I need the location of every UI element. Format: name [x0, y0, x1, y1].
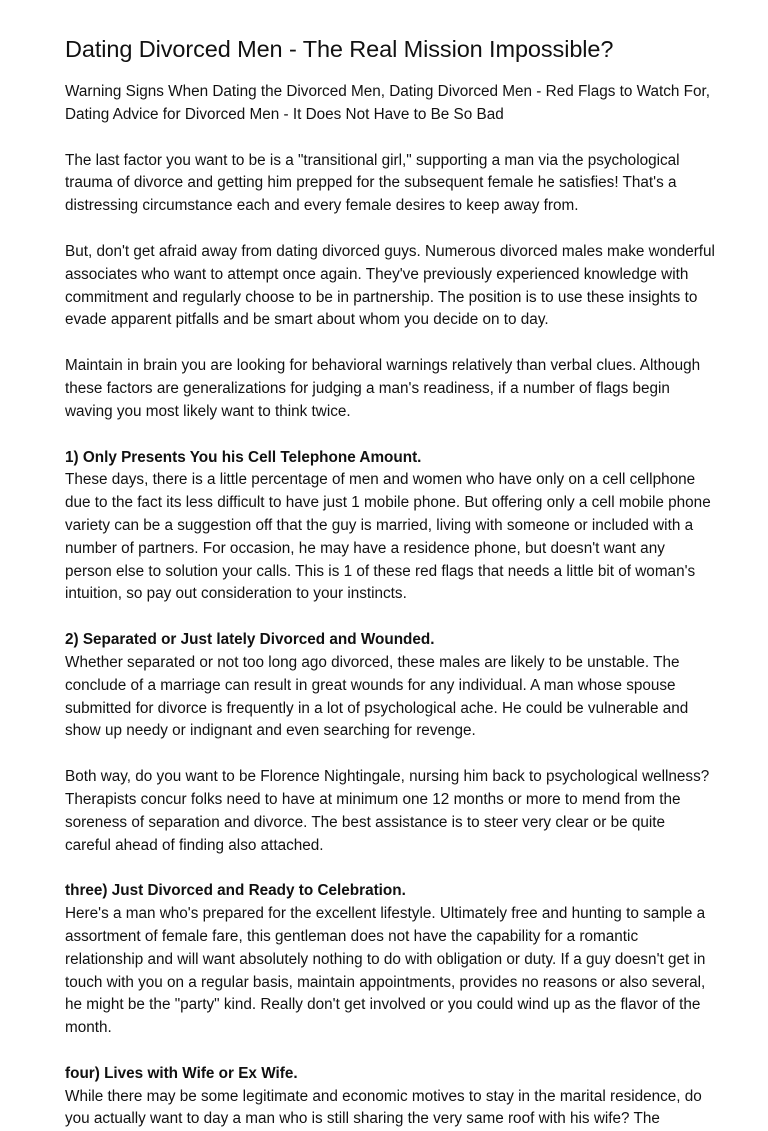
section-paragraph: While there may be some legitimate and economic motives to stay in the marital residence, do you actually want to day a man who is still sharing the very same roof with his wife? The: [65, 1087, 702, 1128]
section-heading: four) Lives with Wife or Ex Wife.: [65, 1064, 298, 1082]
section-paragraph: Both way, do you want to be Florence Nightingale, nursing him back to psychological wellness? Therapists concur folks need to have at minimum one 12 months or more to mend from the soreness of separation and divorce. The best assistance is to steer very clear or be quite careful ahead of finding also attached.: [65, 768, 710, 854]
section-heading: 1) Only Presents You his Cell Telephone Amount.: [65, 448, 422, 466]
section-paragraph: Here's a man who's prepared for the excellent lifestyle. Ultimately free and hunting to sample a assortment of female fare, this gentleman does not have the capability for a romantic relationship and will want absolutely nothing to do with obligation or duty. If a guy doesn't get in touch with you on a regular basis, maintain appointments, provides no reasons or also several, he might be the "party" kind. Really don't get involved or you could wind up as the flavor of the month.: [65, 905, 706, 1037]
section-paragraph: These days, there is a little percentage of men and women who have only on a cell cellphone due to the fact its less difficult to have just 1 mobile phone. But offering only a cell mobile phone variety can be a suggestion off that the guy is married, living with someone or included with a number of partners. For occasion, he may have a residence phone, but doesn't want any person else to solution your calls. This is 1 of these red flags that needs a little bit of woman's intuition, so pay out consideration to your instincts.: [65, 471, 711, 603]
document-subtitle: Warning Signs When Dating the Divorced Men, Dating Divorced Men - Red Flags to Watch For, Dating Advice for Divorced Men - It Does Not Have to Be So Bad: [65, 83, 711, 123]
section-4: [65, 1063, 715, 1131]
section-paragraph: Whether separated or not too long ago divorced, these males are likely to be unstable. The conclude of a marriage can result in great wounds for any individual. A man whose spouse submitted for divorce is frequently in a lot of psychological ache. He could be vulnerable and show up needy or indignant and even searching for revenge.: [65, 653, 689, 740]
section-heading: 2) Separated or Just lately Divorced and Wounded.: [65, 631, 435, 649]
intro-paragraph-3: Maintain in brain you are looking for behavioral warnings relatively than verbal clues. Although these factors are generalizations for judging a man's readiness, if a number of flags begin waving you most likely want to think twice.: [65, 357, 701, 420]
section-3: [65, 880, 715, 1040]
intro-paragraph-2: But, don't get afraid away from dating divorced guys. Numerous divorced males make wonderful associates who want to attempt once again. They've previously experienced knowledge with commitment and regularly choose to be in partnership. The position is to use these insights to evade apparent pitfalls and be smart about whom you decide on to day.: [65, 242, 715, 329]
section-2: [65, 629, 715, 857]
document-page: [65, 34, 715, 1131]
intro-paragraph-1: The last factor you want to be is a "transitional girl," supporting a man via the psychological trauma of divorce and getting him prepped for the subsequent female he satisfies! That's a distressing circumstance each and every female desires to keep away from.: [65, 151, 680, 215]
document-title: Dating Divorced Men - The Real Mission Impossible?: [65, 36, 614, 62]
section-1: [65, 447, 715, 607]
section-heading: three) Just Divorced and Ready to Celebration.: [65, 882, 406, 900]
